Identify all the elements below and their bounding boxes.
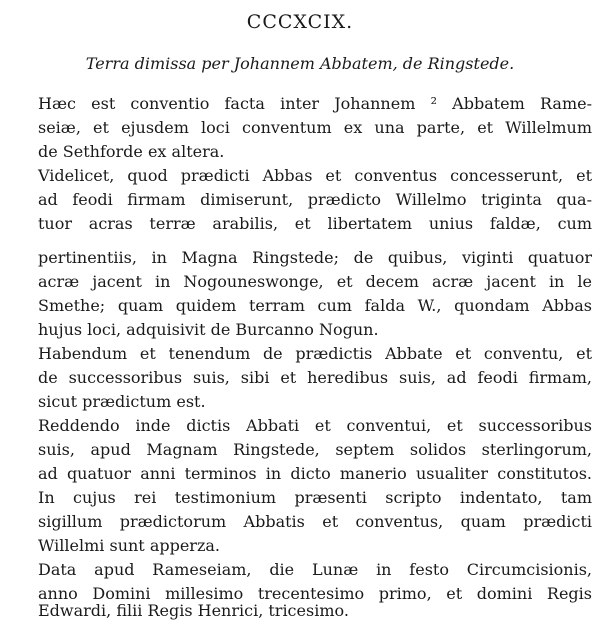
charter-title: Terra dimissa per Johannem Abbatem, de Ringstede. [85, 54, 515, 73]
text-line: Willelmi sunt apperza. [38, 536, 221, 555]
text-line: Habendum et tenendum de prædictis Abbate et conventu, et [38, 344, 592, 363]
text-line: ad quatuor anni terminos in dicto manerio usualiter constitutos. [38, 464, 592, 483]
text-line: anno Domini millesimo trecentesimo primo, et domini Regis [38, 584, 592, 603]
text-line: suis, apud Magnam Ringstede, septem solidos sterlingorum, [38, 440, 592, 459]
text-line: In cujus rei testimonium præsenti scripto indentato, tam [38, 488, 592, 507]
text-line: Edwardi, filii Regis Henrici, tricesimo. [38, 601, 349, 620]
text-line: Reddendo inde dictis Abbati et conventui, et successoribus [38, 416, 592, 435]
text-line: hujus loci, adquisivit de Burcanno Nogun. [38, 320, 379, 339]
text-line: tuor acras terræ arabilis, et libertatem unius faldæ, cum [38, 214, 592, 233]
charter-number-heading: CCCXCIX. [246, 11, 354, 33]
text-line: Data apud Rameseiam, die Lunæ in festo Circumcisionis, [38, 560, 592, 579]
text-line: Smethe; quam quidem terram cum falda W., quondam Abbas [38, 296, 592, 315]
text-line: ad feodi firmam dimiserunt, prædicto Willelmo triginta qua- [38, 190, 592, 209]
text-line: Hæc est conventio facta inter Johannem ² Abbatem Rame- [38, 94, 592, 113]
text-line: sigillum prædictorum Abbatis et conventus, quam prædicti [38, 512, 592, 531]
text-line: seiæ, et ejusdem loci conventum ex una parte, et Willelmum [38, 118, 592, 137]
text-line: de Sethforde ex altera. [38, 142, 225, 161]
text-line: pertinentiis, in Magna Ringstede; de quibus, viginti quatuor [38, 248, 592, 267]
text-line: sicut prædictum est. [38, 392, 206, 411]
text-line: Videlicet, quod prædicti Abbas et conventus concesserunt, et [38, 166, 592, 185]
text-line: de successoribus suis, sibi et heredibus suis, ad feodi firmam, [38, 368, 592, 387]
text-line: acræ jacent in Nogouneswonge, et decem acræ jacent in le [38, 272, 592, 291]
